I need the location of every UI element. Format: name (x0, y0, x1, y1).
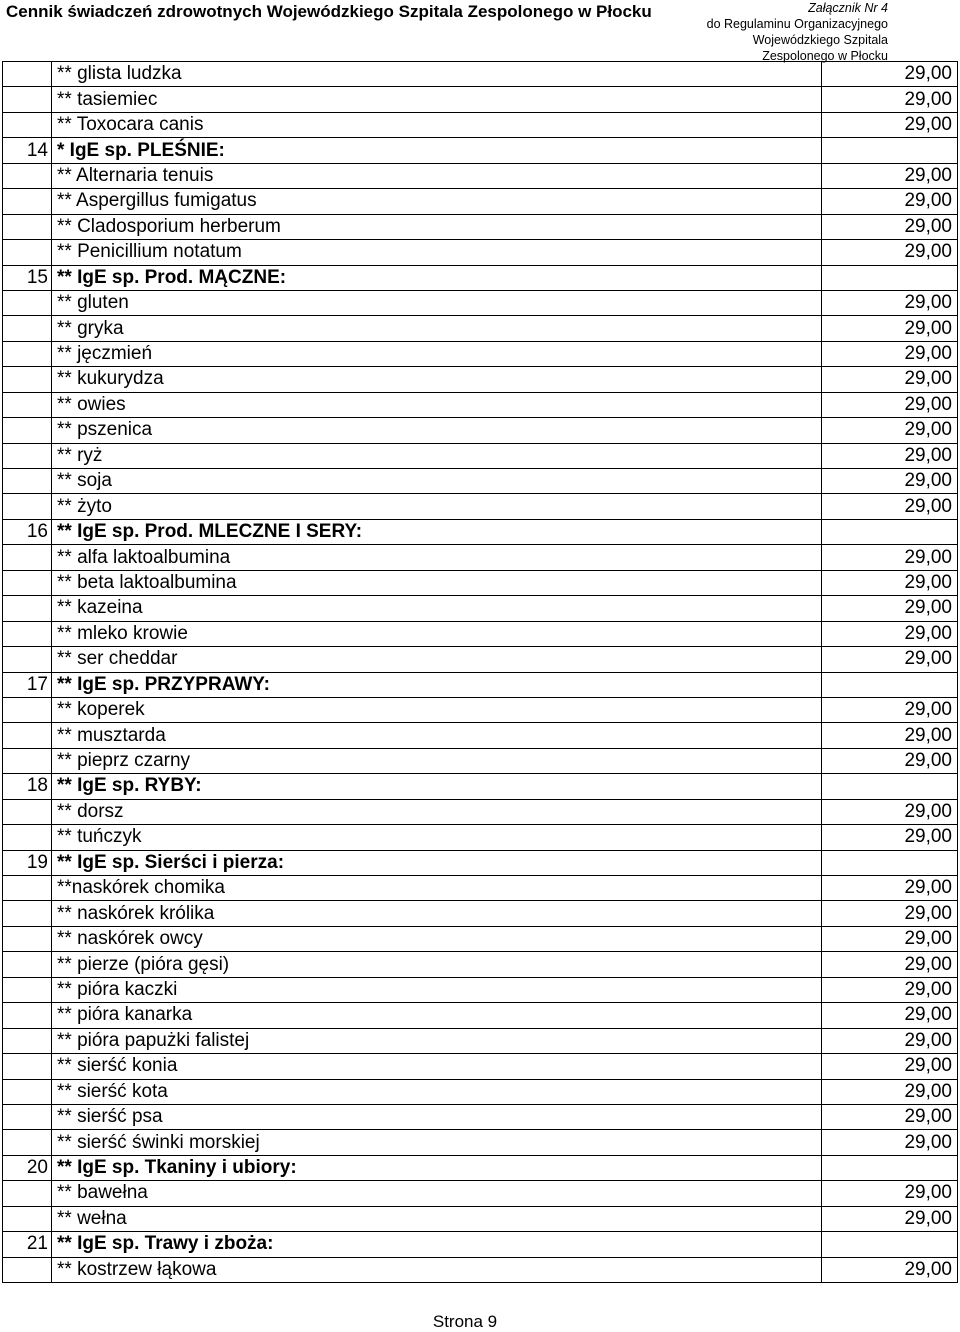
service-name: ** musztarda (52, 723, 822, 748)
service-name: ** soja (52, 469, 822, 494)
service-price: 29,00 (822, 647, 958, 672)
service-name: ** jęczmień (52, 341, 822, 366)
row-number (3, 189, 52, 214)
annex-line: Zespolonego w Płocku (762, 49, 888, 63)
service-name: ** alfa laktoalbumina (52, 545, 822, 570)
service-price: 29,00 (822, 977, 958, 1002)
service-price: 29,00 (822, 1130, 958, 1155)
section-header-row (3, 1155, 958, 1180)
table-row (3, 621, 958, 646)
service-price: 29,00 (822, 1003, 958, 1028)
row-number (3, 494, 52, 519)
table-row (3, 723, 958, 748)
table-row (3, 748, 958, 773)
row-number (3, 723, 52, 748)
table-row (3, 876, 958, 901)
service-name: ** ser cheddar (52, 647, 822, 672)
table-row (3, 1028, 958, 1053)
service-name: **naskórek chomika (52, 876, 822, 901)
table-row (3, 901, 958, 926)
table-row (3, 596, 958, 621)
row-number (3, 290, 52, 315)
section-header-row (3, 774, 958, 799)
service-price: 29,00 (822, 825, 958, 850)
annex-line: do Regulaminu Organizacyjnego (706, 17, 888, 31)
service-price: 29,00 (822, 621, 958, 646)
service-price (822, 672, 958, 697)
table-row (3, 1206, 958, 1231)
service-name: ** koperek (52, 697, 822, 722)
service-name: ** gluten (52, 290, 822, 315)
row-number: 18 (3, 774, 52, 799)
service-name: ** pszenica (52, 418, 822, 443)
service-price: 29,00 (822, 570, 958, 595)
row-number (3, 418, 52, 443)
service-name: ** naskórek owcy (52, 926, 822, 951)
service-price: 29,00 (822, 87, 958, 112)
service-price: 29,00 (822, 545, 958, 570)
table-row (3, 1054, 958, 1079)
service-name: ** Aspergillus fumigatus (52, 189, 822, 214)
row-number (3, 1079, 52, 1104)
service-price: 29,00 (822, 341, 958, 366)
row-number (3, 1257, 52, 1282)
service-price: 29,00 (822, 748, 958, 773)
table-row (3, 952, 958, 977)
table-row (3, 977, 958, 1002)
table-row (3, 926, 958, 951)
service-name: ** pióra kaczki (52, 977, 822, 1002)
service-price: 29,00 (822, 1054, 958, 1079)
row-number (3, 443, 52, 468)
price-list-table (2, 61, 958, 1283)
service-price: 29,00 (822, 163, 958, 188)
page-number: Strona 9 (432, 1312, 498, 1331)
service-name: ** dorsz (52, 799, 822, 824)
service-price: 29,00 (822, 1079, 958, 1104)
row-number (3, 1054, 52, 1079)
row-number: 15 (3, 265, 52, 290)
service-price: 29,00 (822, 62, 958, 87)
row-number (3, 621, 52, 646)
row-number (3, 367, 52, 392)
table-row (3, 290, 958, 315)
service-name: ** sierść konia (52, 1054, 822, 1079)
service-price: 29,00 (822, 1028, 958, 1053)
table-row (3, 647, 958, 672)
row-number (3, 570, 52, 595)
document-title: Cennik świadczeń zdrowotnych Wojewódzkiego Szpitala Zespolonego w Płocku (6, 2, 652, 21)
service-price: 29,00 (822, 189, 958, 214)
service-name: ** Cladosporium herberum (52, 214, 822, 239)
table-row (3, 1130, 958, 1155)
row-number (3, 1028, 52, 1053)
service-name: ** kazeina (52, 596, 822, 621)
service-name: ** owies (52, 392, 822, 417)
table-row (3, 1257, 958, 1282)
service-price (822, 1232, 958, 1257)
table-row (3, 1003, 958, 1028)
service-name: ** ryż (52, 443, 822, 468)
service-name: ** wełna (52, 1206, 822, 1231)
row-number (3, 341, 52, 366)
service-name: ** IgE sp. PRZYPRAWY: (52, 672, 822, 697)
row-number (3, 1003, 52, 1028)
row-number (3, 799, 52, 824)
service-name: ** IgE sp. RYBY: (52, 774, 822, 799)
service-name: ** IgE sp. Prod. MLECZNE I SERY: (52, 519, 822, 544)
row-number: 19 (3, 850, 52, 875)
row-number (3, 545, 52, 570)
table-row (3, 214, 958, 239)
row-number (3, 240, 52, 265)
service-name: ** kostrzew łąkowa (52, 1257, 822, 1282)
service-name: ** żyto (52, 494, 822, 519)
service-name: ** kukurydza (52, 367, 822, 392)
service-price: 29,00 (822, 443, 958, 468)
service-price: 29,00 (822, 901, 958, 926)
service-price (822, 774, 958, 799)
service-price (822, 1155, 958, 1180)
section-header-row (3, 850, 958, 875)
table-row (3, 189, 958, 214)
service-price: 29,00 (822, 1104, 958, 1129)
service-name: ** IgE sp. Trawy i zboża: (52, 1232, 822, 1257)
service-price: 29,00 (822, 469, 958, 494)
row-number (3, 214, 52, 239)
row-number (3, 926, 52, 951)
row-number: 21 (3, 1232, 52, 1257)
table-row (3, 545, 958, 570)
service-name: ** pierze (pióra gęsi) (52, 952, 822, 977)
service-price: 29,00 (822, 240, 958, 265)
table-row (3, 443, 958, 468)
table-row (3, 697, 958, 722)
section-header-row (3, 1232, 958, 1257)
service-name: ** IgE sp. Sierści i pierza: (52, 850, 822, 875)
table-row (3, 1181, 958, 1206)
service-price: 29,00 (822, 494, 958, 519)
row-number: 20 (3, 1155, 52, 1180)
service-price: 29,00 (822, 1206, 958, 1231)
table-row (3, 240, 958, 265)
row-number (3, 825, 52, 850)
row-number (3, 392, 52, 417)
table-row (3, 341, 958, 366)
table-row (3, 316, 958, 341)
table-row (3, 163, 958, 188)
service-name: ** pióra papużki falistej (52, 1028, 822, 1053)
row-number (3, 1104, 52, 1129)
row-number (3, 876, 52, 901)
service-name: ** beta laktoalbumina (52, 570, 822, 595)
row-number (3, 163, 52, 188)
service-price: 29,00 (822, 926, 958, 951)
row-number (3, 1206, 52, 1231)
table-row (3, 799, 958, 824)
service-name: ** sierść świnki morskiej (52, 1130, 822, 1155)
row-number (3, 316, 52, 341)
service-name: ** glista ludzka (52, 62, 822, 87)
row-number (3, 469, 52, 494)
service-price: 29,00 (822, 876, 958, 901)
service-name: * IgE sp. PLEŚNIE: (52, 138, 822, 163)
row-number (3, 647, 52, 672)
service-name: ** tuńczyk (52, 825, 822, 850)
service-name: ** sierść psa (52, 1104, 822, 1129)
service-name: ** pieprz czarny (52, 748, 822, 773)
section-header-row (3, 672, 958, 697)
section-header-row (3, 265, 958, 290)
table-row (3, 62, 958, 87)
annex-line: Wojewódzkiego Szpitala (752, 33, 888, 47)
service-name: ** Toxocara canis (52, 112, 822, 137)
service-price: 29,00 (822, 316, 958, 341)
row-number (3, 62, 52, 87)
row-number (3, 112, 52, 137)
service-price: 29,00 (822, 214, 958, 239)
section-header-row (3, 138, 958, 163)
service-name: ** Penicillium notatum (52, 240, 822, 265)
service-name: ** mleko krowie (52, 621, 822, 646)
table-row (3, 469, 958, 494)
annex-note (668, 0, 888, 64)
service-price: 29,00 (822, 799, 958, 824)
service-price (822, 265, 958, 290)
service-name: ** IgE sp. Prod. MĄCZNE: (52, 265, 822, 290)
table-row (3, 825, 958, 850)
service-price: 29,00 (822, 367, 958, 392)
row-number: 16 (3, 519, 52, 544)
service-price (822, 519, 958, 544)
row-number: 17 (3, 672, 52, 697)
table-row (3, 367, 958, 392)
service-price: 29,00 (822, 392, 958, 417)
service-price: 29,00 (822, 418, 958, 443)
table-row (3, 1104, 958, 1129)
service-name: ** IgE sp. Tkaniny i ubiory: (52, 1155, 822, 1180)
table-row (3, 87, 958, 112)
service-price (822, 850, 958, 875)
row-number: 14 (3, 138, 52, 163)
row-number (3, 596, 52, 621)
service-price: 29,00 (822, 596, 958, 621)
table-row (3, 418, 958, 443)
service-name: ** bawełna (52, 1181, 822, 1206)
service-price: 29,00 (822, 1257, 958, 1282)
service-name: ** naskórek królika (52, 901, 822, 926)
service-price: 29,00 (822, 112, 958, 137)
service-name: ** Alternaria tenuis (52, 163, 822, 188)
annex-line: Załącznik Nr 4 (808, 1, 888, 15)
row-number (3, 977, 52, 1002)
row-number (3, 697, 52, 722)
service-price: 29,00 (822, 290, 958, 315)
table-row (3, 570, 958, 595)
section-header-row (3, 519, 958, 544)
service-name: ** gryka (52, 316, 822, 341)
table-row (3, 1079, 958, 1104)
service-name: ** sierść kota (52, 1079, 822, 1104)
service-price: 29,00 (822, 1181, 958, 1206)
table-row (3, 392, 958, 417)
table-row (3, 112, 958, 137)
row-number (3, 1130, 52, 1155)
service-price: 29,00 (822, 952, 958, 977)
row-number (3, 1181, 52, 1206)
service-name: ** pióra kanarka (52, 1003, 822, 1028)
service-price (822, 138, 958, 163)
row-number (3, 748, 52, 773)
row-number (3, 87, 52, 112)
service-name: ** tasiemiec (52, 87, 822, 112)
table-row (3, 494, 958, 519)
row-number (3, 901, 52, 926)
service-price: 29,00 (822, 697, 958, 722)
row-number (3, 952, 52, 977)
service-price: 29,00 (822, 723, 958, 748)
